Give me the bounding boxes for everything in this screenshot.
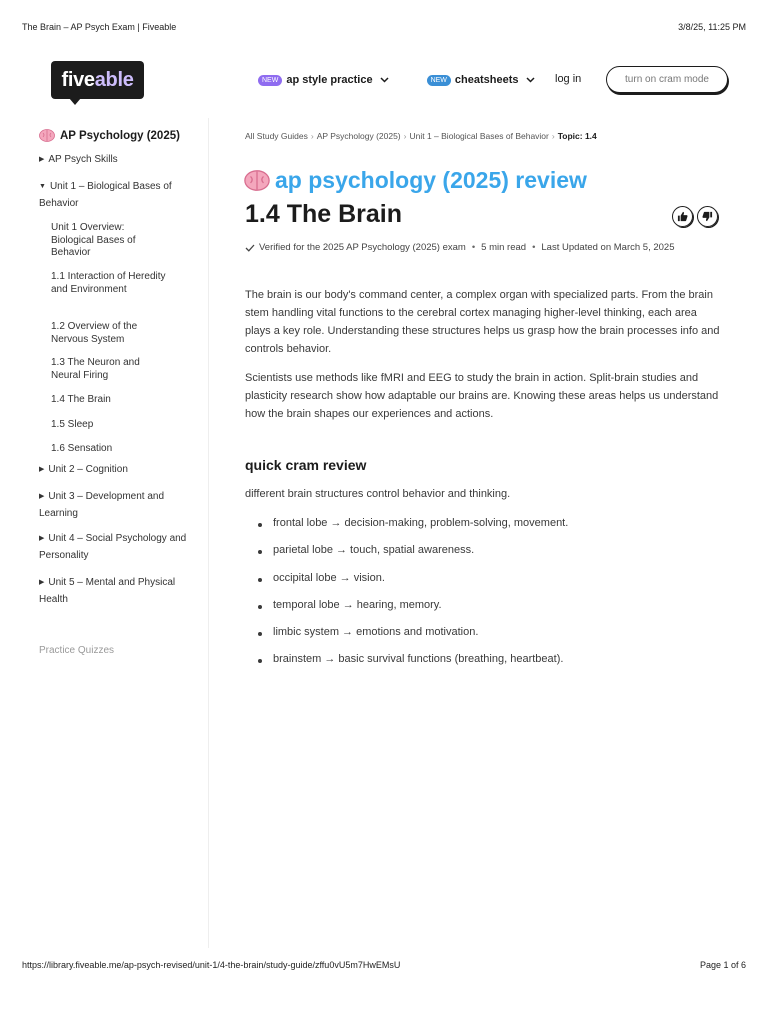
verified-text: Verified for the 2025 AP Psychology (2025) exam [259, 242, 466, 253]
read-time: 5 min read [481, 242, 527, 253]
article-meta [245, 242, 674, 253]
chevron-right-icon: › [551, 131, 555, 141]
thumbs-down-button[interactable] [697, 206, 718, 227]
thumbs-up-icon [677, 211, 688, 222]
sidebar-subitem-1-1[interactable]: 1.1 Interaction of Heredity and Environment [51, 271, 166, 295]
sidebar-subitem-1-6[interactable]: 1.6 Sensation [51, 443, 113, 454]
list-item: limbic system → emotions and motivation. [258, 626, 718, 653]
list-item: parietal lobe → touch, spatial awareness. [258, 544, 718, 571]
intro-paragraph-2: Scientists use methods like fMRI and EEG to study the brain in action. Split-brain studies and plasticity research show how adaptable our brains are. Knowing these areas helps us understand how the brain shapes our experiences and actions. [245, 372, 719, 420]
caret-right-icon: ▶ [39, 535, 45, 542]
thumbs-down-icon [702, 211, 713, 222]
sidebar-practice-quizzes[interactable]: Practice Quizzes [39, 645, 115, 656]
chevron-right-icon: › [310, 131, 314, 141]
caret-right-icon: ▶ [39, 156, 45, 163]
print-page-number: Page 1 of 6 [699, 960, 746, 970]
nav-label: ap style practice [286, 74, 373, 86]
sidebar-item-ap-psych-skills[interactable]: ▶ AP Psych Skills [39, 154, 118, 165]
list-item: occipital lobe → vision. [258, 572, 718, 599]
breadcrumb-item[interactable]: All Study Guides [245, 131, 308, 141]
new-badge: NEW [258, 75, 282, 86]
brain-icon [39, 129, 55, 142]
breadcrumb-current: Topic: 1.4 [557, 131, 597, 141]
sidebar [0, 118, 209, 948]
chevron-right-icon: › [403, 131, 407, 141]
sidebar-subitem-unit-1-overview[interactable]: Unit 1 Overview: Biological Bases of Behavior [51, 222, 136, 258]
chevron-down-icon [526, 77, 535, 83]
last-updated: Last Updated on March 5, 2025 [541, 242, 675, 253]
list-item: brainstem → basic survival functions (breathing, heartbeat). [258, 653, 718, 680]
chevron-down-icon [380, 77, 389, 83]
sidebar-subitem-1-4[interactable]: 1.4 The Brain [51, 394, 111, 405]
print-footer [22, 960, 746, 970]
logo-text-a: five [61, 68, 95, 91]
page-title: 1.4 The Brain [245, 200, 402, 228]
caret-down-icon: ▼ [39, 183, 46, 190]
separator-dot: • [532, 242, 536, 253]
sidebar-subitem-1-2[interactable]: 1.2 Overview of the Nervous System [51, 321, 138, 345]
login-link[interactable]: log in [555, 73, 582, 85]
nav-ap-style-practice[interactable] [258, 74, 389, 86]
section-title: quick cram review [245, 457, 367, 473]
print-title: The Brain – AP Psych Exam | Fiveable [22, 22, 177, 32]
caret-right-icon: ▶ [39, 579, 45, 586]
nav-cheatsheets[interactable] [427, 74, 535, 86]
sidebar-item-unit-1[interactable]: ▼ Unit 1 – Biological Bases of Behavior [39, 181, 172, 209]
sidebar-item-unit-5[interactable]: ▶ Unit 5 – Mental and Physical Health [39, 577, 176, 605]
breadcrumb [245, 131, 597, 141]
breadcrumb-item[interactable]: AP Psychology (2025) [316, 131, 401, 141]
cram-mode-button[interactable]: turn on cram mode [606, 66, 728, 93]
list-item: temporal lobe → hearing, memory. [258, 599, 718, 626]
sidebar-item-unit-4[interactable]: ▶ Unit 4 – Social Psychology and Personality [39, 533, 187, 561]
new-badge: NEW [427, 75, 451, 86]
sidebar-item-unit-3[interactable]: ▶ Unit 3 – Development and Learning [39, 491, 165, 519]
caret-right-icon: ▶ [39, 466, 45, 473]
sidebar-subitem-1-3[interactable]: 1.3 The Neuron and Neural Firing [51, 357, 140, 381]
sidebar-item-unit-2[interactable]: ▶ Unit 2 – Cognition [39, 464, 128, 475]
fiveable-logo[interactable] [51, 61, 144, 99]
intro-paragraph-1: The brain is our body's command center, a complex organ with specialized parts. From the brain stem handling vital functions to the cerebral cortex managing higher-level thinking, each area plays a key role. Understanding these structures helps us grasp how the brain processes info and controls behavior. [245, 289, 720, 355]
section-intro: different brain structures control behavior and thinking. [245, 488, 511, 500]
cram-review-list [258, 517, 718, 681]
top-nav [258, 66, 573, 94]
separator-dot: • [471, 242, 476, 253]
checkmark-icon [245, 244, 255, 252]
print-header [22, 22, 746, 32]
breadcrumb-item[interactable]: Unit 1 – Biological Bases of Behavior [409, 131, 549, 141]
sidebar-subitem-1-5[interactable]: 1.5 Sleep [51, 419, 94, 430]
logo-text-b: able [94, 68, 134, 91]
print-url: https://library.fiveable.me/ap-psych-revised/unit-1/4-the-brain/study-guide/zffu0vU5m7HwEMsU [22, 960, 401, 970]
nav-label: cheatsheets [454, 74, 519, 86]
caret-right-icon: ▶ [39, 493, 45, 500]
subject-heading[interactable]: ap psychology (2025) review [244, 167, 587, 194]
list-item: frontal lobe → decision-making, problem-solving, movement. [258, 517, 718, 544]
sidebar-title[interactable]: AP Psychology (2025) [39, 129, 180, 142]
thumbs-up-button[interactable] [672, 206, 693, 227]
brain-icon [244, 170, 270, 191]
print-datetime: 3/8/25, 11:25 PM [678, 22, 746, 32]
